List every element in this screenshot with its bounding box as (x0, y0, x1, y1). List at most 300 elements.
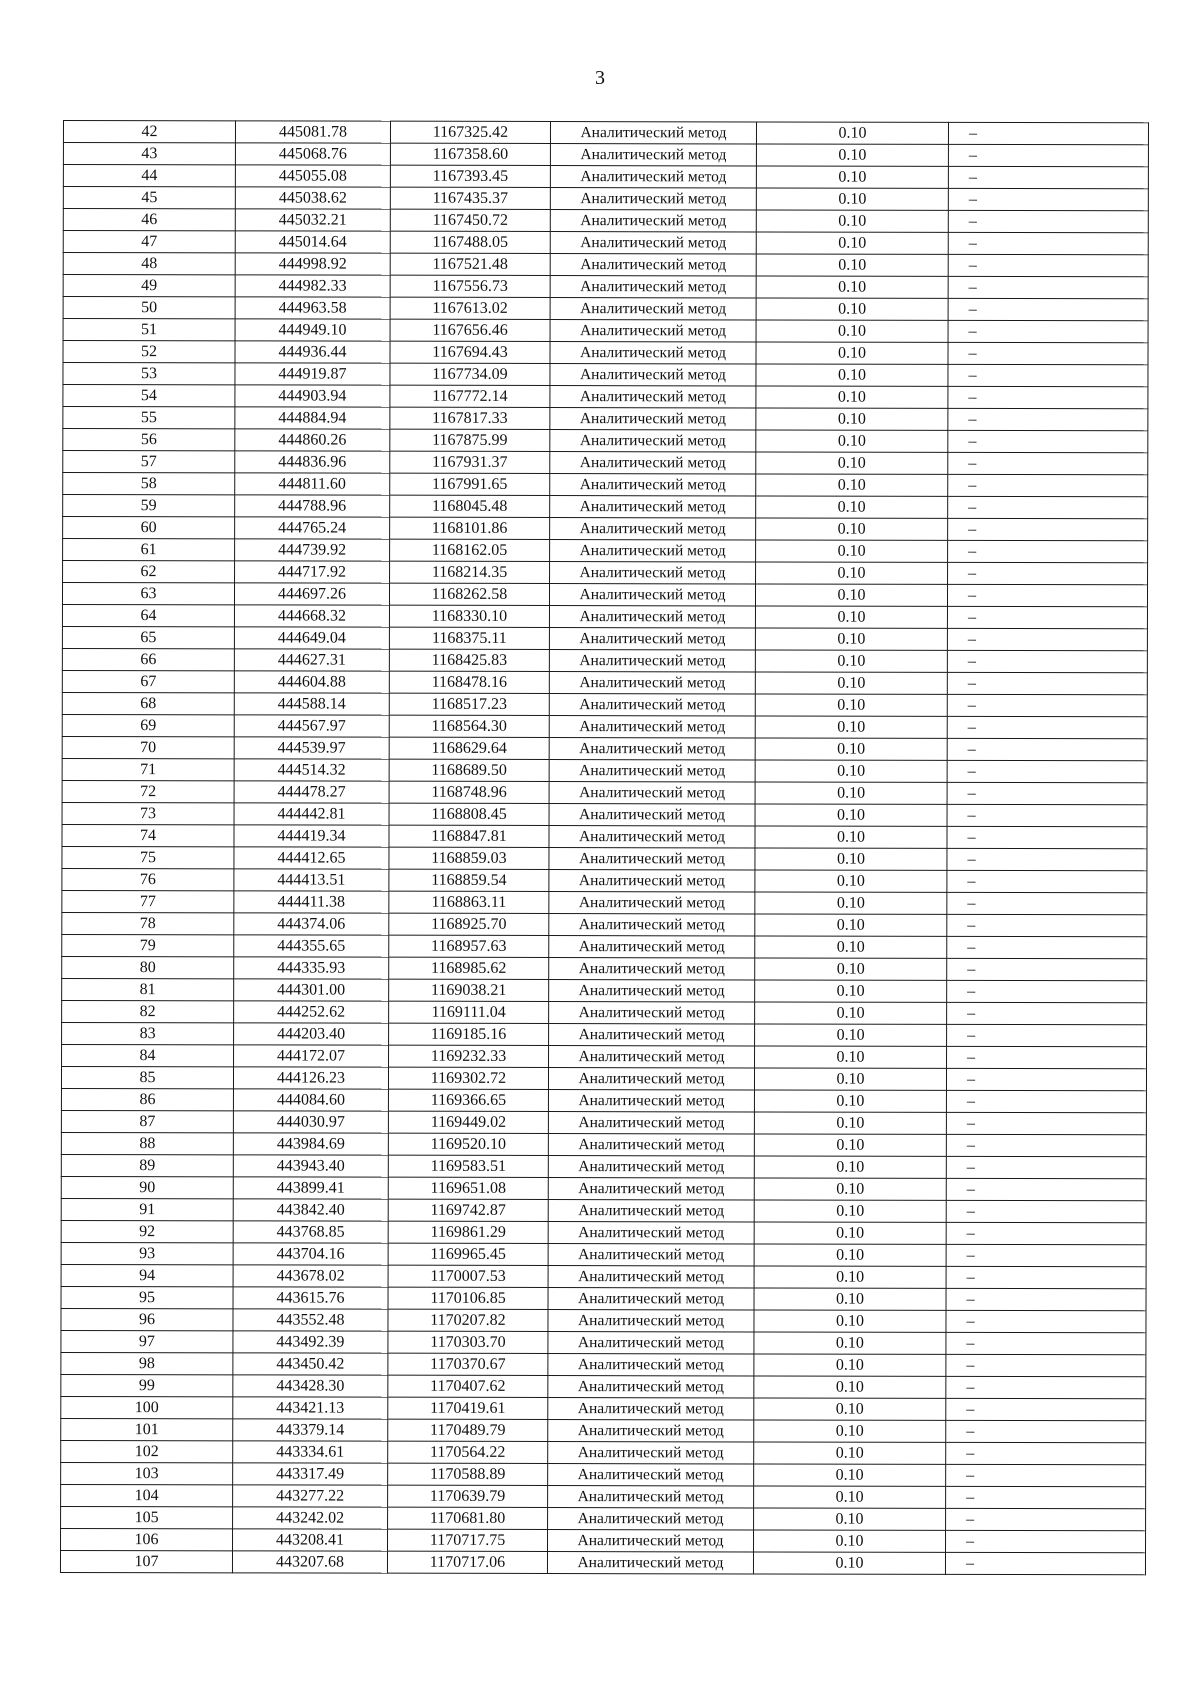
accuracy-cell: 0.10 (756, 122, 948, 144)
y-coordinate-cell: 1170207.82 (388, 1309, 548, 1331)
y-coordinate-cell: 1169651.08 (388, 1177, 548, 1199)
method-cell: Аналитический метод (550, 276, 756, 298)
accuracy-cell: 0.10 (756, 562, 948, 584)
point-number-cell: 78 (62, 912, 234, 934)
point-number-cell: 43 (63, 143, 235, 165)
note-cell: – (947, 848, 1147, 870)
accuracy-cell: 0.10 (754, 1486, 946, 1508)
note-cell: – (946, 1486, 1146, 1508)
point-number-cell: 82 (62, 1000, 234, 1022)
method-cell: Аналитический метод (550, 496, 756, 518)
note-cell: – (948, 166, 1148, 188)
accuracy-cell: 0.10 (755, 738, 947, 760)
point-number-cell: 102 (61, 1440, 233, 1462)
x-coordinate-cell: 444252.62 (234, 1001, 389, 1023)
y-coordinate-cell: 1168859.03 (389, 847, 549, 869)
accuracy-cell: 0.10 (755, 650, 947, 672)
method-cell: Аналитический метод (550, 430, 756, 452)
note-cell: – (946, 1420, 1146, 1442)
note-cell: – (947, 892, 1147, 914)
table-row (62, 802, 1147, 826)
x-coordinate-cell: 444949.10 (235, 319, 390, 341)
point-number-cell: 106 (61, 1528, 233, 1550)
table-row (62, 692, 1147, 716)
note-cell: – (948, 232, 1148, 254)
method-cell: Аналитический метод (550, 166, 756, 188)
note-cell: – (948, 122, 1148, 144)
accuracy-cell: 0.10 (755, 584, 947, 606)
accuracy-cell: 0.10 (756, 232, 948, 254)
accuracy-cell: 0.10 (755, 958, 947, 980)
accuracy-cell: 0.10 (754, 1332, 946, 1354)
note-cell: – (946, 1200, 1146, 1222)
method-cell: Аналитический метод (550, 474, 756, 496)
note-cell: – (946, 1508, 1146, 1530)
y-coordinate-cell: 1170717.06 (387, 1551, 547, 1573)
method-cell: Аналитический метод (550, 144, 756, 166)
table-row (63, 143, 1148, 167)
table-row (61, 1484, 1146, 1508)
method-cell: Аналитический метод (548, 1200, 754, 1222)
table-row (61, 1132, 1146, 1156)
method-cell: Аналитический метод (549, 1024, 755, 1046)
accuracy-cell: 0.10 (756, 364, 948, 386)
x-coordinate-cell: 443615.76 (233, 1287, 388, 1309)
y-coordinate-cell: 1169583.51 (388, 1155, 548, 1177)
note-cell: – (947, 1002, 1147, 1024)
point-number-cell: 73 (62, 802, 234, 824)
y-coordinate-cell: 1169520.10 (388, 1133, 548, 1155)
y-coordinate-cell: 1167358.60 (390, 143, 550, 165)
accuracy-cell: 0.10 (754, 1178, 946, 1200)
y-coordinate-cell: 1168925.70 (389, 913, 549, 935)
point-number-cell: 70 (62, 736, 234, 758)
y-coordinate-cell: 1168748.96 (389, 781, 549, 803)
x-coordinate-cell: 443334.61 (233, 1441, 388, 1463)
note-cell: – (947, 760, 1147, 782)
note-cell: – (946, 1244, 1146, 1266)
accuracy-cell: 0.10 (756, 298, 948, 320)
note-cell: – (947, 980, 1147, 1002)
method-cell: Аналитический метод (549, 738, 755, 760)
method-cell: Аналитический метод (549, 760, 755, 782)
point-number-cell: 104 (61, 1484, 233, 1506)
note-cell: – (947, 914, 1147, 936)
y-coordinate-cell: 1170106.85 (388, 1287, 548, 1309)
note-cell: – (948, 210, 1148, 232)
x-coordinate-cell: 444903.94 (235, 385, 390, 407)
table-row (62, 890, 1147, 914)
note-cell: – (947, 584, 1147, 606)
note-cell: – (948, 408, 1148, 430)
point-number-cell: 97 (61, 1330, 233, 1352)
method-cell: Аналитический метод (548, 1134, 754, 1156)
note-cell: – (946, 1266, 1146, 1288)
accuracy-cell: 0.10 (754, 1288, 946, 1310)
table-row (63, 407, 1148, 431)
table-row (61, 1374, 1146, 1398)
point-number-cell: 94 (61, 1264, 233, 1286)
y-coordinate-cell: 1168101.86 (390, 517, 550, 539)
method-cell: Аналитический метод (550, 518, 756, 540)
point-number-cell: 48 (63, 253, 235, 275)
x-coordinate-cell: 444668.32 (234, 605, 389, 627)
x-coordinate-cell: 444412.65 (234, 847, 389, 869)
point-number-cell: 55 (63, 407, 235, 429)
y-coordinate-cell: 1168859.54 (389, 869, 549, 891)
x-coordinate-cell: 443450.42 (233, 1353, 388, 1375)
point-number-cell: 54 (63, 385, 235, 407)
y-coordinate-cell: 1168214.35 (390, 561, 550, 583)
point-number-cell: 93 (61, 1242, 233, 1264)
x-coordinate-cell: 444963.58 (235, 297, 390, 319)
point-number-cell: 57 (63, 451, 235, 473)
table-row (62, 780, 1147, 804)
accuracy-cell: 0.10 (755, 870, 947, 892)
x-coordinate-cell: 443678.02 (233, 1265, 388, 1287)
note-cell: – (947, 1024, 1147, 1046)
point-number-cell: 42 (63, 121, 235, 143)
method-cell: Аналитический метод (549, 980, 755, 1002)
point-number-cell: 88 (61, 1132, 233, 1154)
note-cell: – (946, 1376, 1146, 1398)
x-coordinate-cell: 444936.44 (235, 341, 390, 363)
accuracy-cell: 0.10 (755, 914, 947, 936)
table-row (63, 561, 1148, 585)
point-number-cell: 66 (62, 648, 234, 670)
method-cell: Аналитический метод (549, 804, 755, 826)
note-cell: – (947, 716, 1147, 738)
accuracy-cell: 0.10 (754, 1530, 946, 1552)
point-number-cell: 62 (63, 561, 235, 583)
y-coordinate-cell: 1167450.72 (390, 209, 550, 231)
y-coordinate-cell: 1168330.10 (389, 605, 549, 627)
accuracy-cell: 0.10 (756, 144, 948, 166)
method-cell: Аналитический метод (550, 540, 756, 562)
x-coordinate-cell: 444836.96 (235, 451, 390, 473)
table-row (61, 1462, 1146, 1486)
y-coordinate-cell: 1169232.33 (389, 1045, 549, 1067)
x-coordinate-cell: 444514.32 (234, 759, 389, 781)
table-row (62, 758, 1147, 782)
accuracy-cell: 0.10 (754, 1200, 946, 1222)
accuracy-cell: 0.10 (755, 1046, 947, 1068)
note-cell: – (946, 1156, 1146, 1178)
method-cell: Аналитический метод (548, 1508, 754, 1530)
x-coordinate-cell: 445032.21 (235, 209, 390, 231)
method-cell: Аналитический метод (550, 254, 756, 276)
point-number-cell: 46 (63, 209, 235, 231)
accuracy-cell: 0.10 (754, 1222, 946, 1244)
accuracy-cell: 0.10 (755, 936, 947, 958)
x-coordinate-cell: 443552.48 (233, 1309, 388, 1331)
method-cell: Аналитический метод (549, 1002, 755, 1024)
table-row (62, 605, 1147, 629)
x-coordinate-cell: 444765.24 (235, 517, 390, 539)
method-cell: Аналитический метод (548, 1310, 754, 1332)
accuracy-cell: 0.10 (756, 188, 948, 210)
table-row (62, 583, 1147, 607)
x-coordinate-cell: 443492.39 (233, 1331, 388, 1353)
y-coordinate-cell: 1169965.45 (388, 1243, 548, 1265)
method-cell: Аналитический метод (549, 716, 755, 738)
method-cell: Аналитический метод (548, 1332, 754, 1354)
x-coordinate-cell: 443277.22 (233, 1485, 388, 1507)
point-number-cell: 67 (62, 670, 234, 692)
note-cell: – (947, 606, 1147, 628)
table-row (61, 1066, 1146, 1090)
accuracy-cell: 0.10 (755, 892, 947, 914)
table-row (61, 1154, 1146, 1178)
table-row (63, 165, 1148, 189)
method-cell: Аналитический метод (548, 1068, 754, 1090)
table-row (63, 495, 1148, 519)
y-coordinate-cell: 1170588.89 (388, 1463, 548, 1485)
accuracy-cell: 0.10 (754, 1420, 946, 1442)
accuracy-cell: 0.10 (754, 1112, 946, 1134)
accuracy-cell: 0.10 (755, 716, 947, 738)
note-cell: – (948, 188, 1148, 210)
table-row (62, 956, 1147, 980)
method-cell: Аналитический метод (550, 452, 756, 474)
point-number-cell: 86 (61, 1088, 233, 1110)
y-coordinate-cell: 1167393.45 (390, 165, 550, 187)
method-cell: Аналитический метод (548, 1288, 754, 1310)
method-cell: Аналитический метод (548, 1420, 754, 1442)
y-coordinate-cell: 1169366.65 (388, 1089, 548, 1111)
y-coordinate-cell: 1168629.64 (389, 737, 549, 759)
method-cell: Аналитический метод (548, 1530, 754, 1552)
x-coordinate-cell: 444982.33 (235, 275, 390, 297)
point-number-cell: 98 (61, 1352, 233, 1374)
accuracy-cell: 0.10 (754, 1464, 946, 1486)
accuracy-cell: 0.10 (756, 386, 948, 408)
y-coordinate-cell: 1167817.33 (390, 407, 550, 429)
y-coordinate-cell: 1170717.75 (388, 1529, 548, 1551)
y-coordinate-cell: 1168847.81 (389, 825, 549, 847)
method-cell: Аналитический метод (548, 1222, 754, 1244)
y-coordinate-cell: 1168808.45 (389, 803, 549, 825)
table-row (63, 121, 1148, 145)
point-number-cell: 59 (63, 495, 235, 517)
y-coordinate-cell: 1167613.02 (390, 297, 550, 319)
y-coordinate-cell: 1167435.37 (390, 187, 550, 209)
y-coordinate-cell: 1169302.72 (388, 1067, 548, 1089)
table-row (62, 868, 1147, 892)
accuracy-cell: 0.10 (756, 452, 948, 474)
table-row (63, 539, 1148, 563)
accuracy-cell: 0.10 (756, 430, 948, 452)
accuracy-cell: 0.10 (754, 1376, 946, 1398)
y-coordinate-cell: 1168425.83 (389, 649, 549, 671)
point-number-cell: 84 (62, 1044, 234, 1066)
note-cell: – (946, 1398, 1146, 1420)
note-cell: – (948, 320, 1148, 342)
point-number-cell: 101 (61, 1418, 233, 1440)
table-row (61, 1198, 1146, 1222)
y-coordinate-cell: 1169449.02 (388, 1111, 548, 1133)
point-number-cell: 90 (61, 1176, 233, 1198)
table-row (63, 253, 1148, 277)
y-coordinate-cell: 1168045.48 (390, 495, 550, 517)
x-coordinate-cell: 444203.40 (234, 1023, 389, 1045)
y-coordinate-cell: 1168478.16 (389, 671, 549, 693)
x-coordinate-cell: 444998.92 (235, 253, 390, 275)
method-cell: Аналитический метод (548, 1442, 754, 1464)
note-cell: – (946, 1112, 1146, 1134)
note-cell: – (948, 144, 1148, 166)
table-row (63, 341, 1148, 365)
x-coordinate-cell: 444172.07 (234, 1045, 389, 1067)
x-coordinate-cell: 444301.00 (234, 979, 389, 1001)
x-coordinate-cell: 444588.14 (234, 693, 389, 715)
y-coordinate-cell: 1167656.46 (390, 319, 550, 341)
y-coordinate-cell: 1169742.87 (388, 1199, 548, 1221)
accuracy-cell: 0.10 (756, 276, 948, 298)
note-cell: – (947, 650, 1147, 672)
table-row (61, 1418, 1146, 1442)
point-number-cell: 61 (63, 539, 235, 561)
method-cell: Аналитический метод (549, 584, 755, 606)
accuracy-cell: 0.10 (756, 210, 948, 232)
x-coordinate-cell: 445038.62 (235, 187, 390, 209)
x-coordinate-cell: 444374.06 (234, 913, 389, 935)
method-cell: Аналитический метод (550, 342, 756, 364)
note-cell: – (948, 342, 1148, 364)
table-row (61, 1110, 1146, 1134)
x-coordinate-cell: 443207.68 (232, 1551, 387, 1573)
note-cell: – (946, 1134, 1146, 1156)
x-coordinate-cell: 444627.31 (234, 649, 389, 671)
accuracy-cell: 0.10 (756, 254, 948, 276)
x-coordinate-cell: 444860.26 (235, 429, 390, 451)
y-coordinate-cell: 1167991.65 (390, 473, 550, 495)
accuracy-cell: 0.10 (754, 1068, 946, 1090)
table-row (63, 275, 1148, 299)
coordinates-table-body (60, 121, 1148, 1575)
x-coordinate-cell: 443242.02 (233, 1507, 388, 1529)
x-coordinate-cell: 444697.26 (234, 583, 389, 605)
table-row (61, 1506, 1146, 1530)
table-row (63, 451, 1148, 475)
table-row (61, 1264, 1146, 1288)
accuracy-cell: 0.10 (755, 1024, 947, 1046)
note-cell: – (947, 672, 1147, 694)
x-coordinate-cell: 444788.96 (235, 495, 390, 517)
x-coordinate-cell: 443842.40 (233, 1199, 388, 1221)
note-cell: – (947, 958, 1147, 980)
x-coordinate-cell: 445068.76 (235, 143, 390, 165)
note-cell: – (948, 540, 1148, 562)
accuracy-cell: 0.10 (754, 1310, 946, 1332)
table-row (63, 363, 1148, 387)
y-coordinate-cell: 1168985.62 (389, 957, 549, 979)
note-cell: – (947, 804, 1147, 826)
method-cell: Аналитический метод (550, 232, 756, 254)
point-number-cell: 50 (63, 297, 235, 319)
accuracy-cell: 0.10 (754, 1156, 946, 1178)
method-cell: Аналитический метод (549, 936, 755, 958)
table-row (61, 1088, 1146, 1112)
table-row (63, 473, 1148, 497)
x-coordinate-cell: 444919.87 (235, 363, 390, 385)
method-cell: Аналитический метод (550, 210, 756, 232)
note-cell: – (946, 1464, 1146, 1486)
point-number-cell: 68 (62, 692, 234, 714)
table-row (61, 1220, 1146, 1244)
note-cell: – (946, 1442, 1146, 1464)
y-coordinate-cell: 1168957.63 (389, 935, 549, 957)
note-cell: – (947, 738, 1147, 760)
point-number-cell: 71 (62, 758, 234, 780)
method-cell: Аналитический метод (548, 1090, 754, 1112)
x-coordinate-cell: 444355.65 (234, 935, 389, 957)
x-coordinate-cell: 444419.34 (234, 825, 389, 847)
y-coordinate-cell: 1169038.21 (389, 979, 549, 1001)
accuracy-cell: 0.10 (754, 1508, 946, 1530)
accuracy-cell: 0.10 (756, 342, 948, 364)
table-row (63, 385, 1148, 409)
note-cell: – (948, 276, 1148, 298)
accuracy-cell: 0.10 (755, 628, 947, 650)
accuracy-cell: 0.10 (756, 496, 948, 518)
point-number-cell: 53 (63, 363, 235, 385)
x-coordinate-cell: 444717.92 (235, 561, 390, 583)
method-cell: Аналитический метод (548, 1376, 754, 1398)
note-cell: – (948, 430, 1148, 452)
x-coordinate-cell: 444649.04 (234, 627, 389, 649)
point-number-cell: 80 (62, 956, 234, 978)
point-number-cell: 51 (63, 319, 235, 341)
accuracy-cell: 0.10 (756, 540, 948, 562)
table-row (61, 1286, 1146, 1310)
method-cell: Аналитический метод (549, 628, 755, 650)
point-number-cell: 79 (62, 934, 234, 956)
note-cell: – (947, 694, 1147, 716)
point-number-cell: 64 (62, 605, 234, 627)
table-row (62, 934, 1147, 958)
x-coordinate-cell: 443428.30 (233, 1375, 388, 1397)
y-coordinate-cell: 1167521.48 (390, 253, 550, 275)
x-coordinate-cell: 443768.85 (233, 1221, 388, 1243)
accuracy-cell: 0.10 (756, 518, 948, 540)
x-coordinate-cell: 443984.69 (233, 1133, 388, 1155)
x-coordinate-cell: 443899.41 (233, 1177, 388, 1199)
point-number-cell: 47 (63, 231, 235, 253)
accuracy-cell: 0.10 (754, 1266, 946, 1288)
accuracy-cell: 0.10 (755, 980, 947, 1002)
point-number-cell: 95 (61, 1286, 233, 1308)
y-coordinate-cell: 1167694.43 (390, 341, 550, 363)
point-number-cell: 105 (61, 1506, 233, 1528)
point-number-cell: 63 (62, 583, 234, 605)
method-cell: Аналитический метод (549, 958, 755, 980)
accuracy-cell: 0.10 (755, 1002, 947, 1024)
table-row (62, 846, 1147, 870)
note-cell: – (946, 1288, 1146, 1310)
x-coordinate-cell: 444411.38 (234, 891, 389, 913)
coordinates-table (60, 120, 1149, 1575)
y-coordinate-cell: 1170564.22 (388, 1441, 548, 1463)
method-cell: Аналитический метод (549, 672, 755, 694)
method-cell: Аналитический метод (550, 386, 756, 408)
accuracy-cell: 0.10 (755, 848, 947, 870)
note-cell: – (947, 936, 1147, 958)
accuracy-cell: 0.10 (754, 1134, 946, 1156)
y-coordinate-cell: 1168162.05 (390, 539, 550, 561)
point-number-cell: 92 (61, 1220, 233, 1242)
note-cell: – (948, 518, 1148, 540)
